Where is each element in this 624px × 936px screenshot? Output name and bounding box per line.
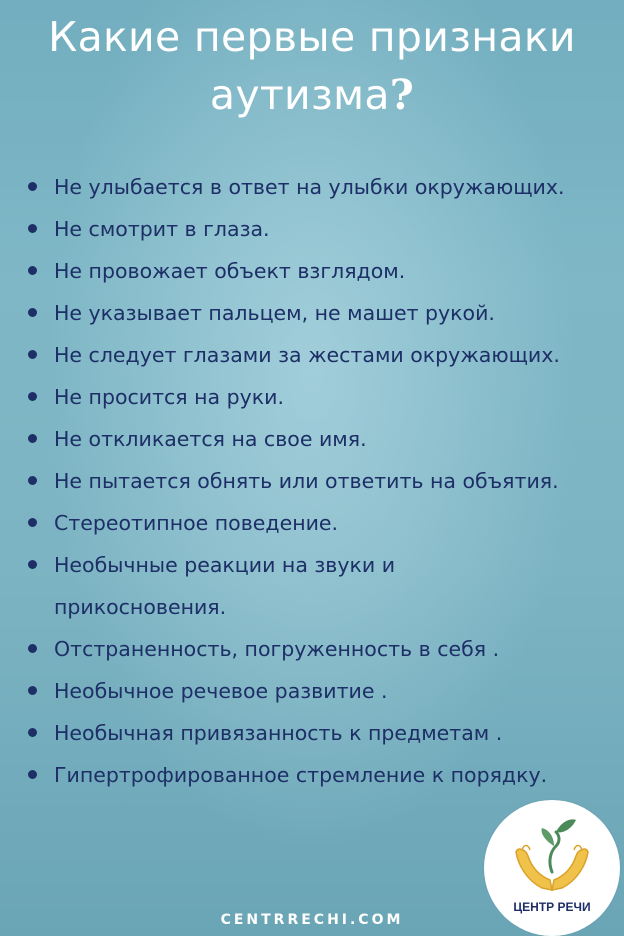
bullet-icon [28,686,37,695]
list-item [24,208,620,250]
bullet-icon [28,476,37,485]
list-item-text: Отстраненность, погруженность в себя . [54,637,500,661]
page-title [0,8,624,124]
list-item-text: Не провожает объект взглядом. [54,259,406,283]
logo-text: ЦЕНТР РЕЧИ [513,900,591,914]
list-item-text: Гипертрофированное стремление к порядку. [54,763,548,787]
bullet-icon [28,350,37,359]
list-item-text: Не указывает пальцем, не машет рукой. [54,301,495,325]
list-item [24,502,620,544]
bullet-icon [28,266,37,275]
bullet-icon [28,182,37,191]
list-item [24,334,620,376]
list-item [24,376,620,418]
list-item [24,166,620,208]
footer-website: CENTRRECHI.COM [220,912,404,928]
list-item-text: Необычные реакции на звуки и прикосновения. [54,553,396,619]
list-item-text: Не откликается на свое имя. [54,427,367,451]
bullet-icon [28,560,37,569]
list-item-text: Необычная привязанность к предметам . [54,721,503,745]
list-item [24,292,620,334]
list-item-text: Не пытается обнять или ответить на объятия. [54,469,559,493]
bullet-icon [28,518,37,527]
bullet-icon [28,392,37,401]
list-item-text: Не просится на руки. [54,385,285,409]
list-item [24,250,620,292]
list-item [24,754,620,796]
list-item [24,418,620,460]
hands-with-sprout-icon [508,806,596,902]
list-item-text: Необычное речевое развитие . [54,679,388,703]
list-item [24,544,474,628]
title-question-mark: ? [389,71,415,119]
list-item-text: Стереотипное поведение. [54,511,339,535]
bullet-icon [28,224,37,233]
bullet-icon [28,644,37,653]
bullet-icon [28,770,37,779]
bullet-icon [28,434,37,443]
signs-list [24,166,620,796]
list-item [24,460,620,502]
bullet-icon [28,728,37,737]
list-item-text: Не смотрит в глаза. [54,217,270,241]
list-item-text: Не следует глазами за жестами окружающих. [54,343,560,367]
title-line-1: Какие первые признаки [48,13,576,61]
list-item [24,628,620,670]
list-item [24,670,620,712]
title-line-2-text: аутизма [209,71,390,119]
list-item-text: Не улыбается в ответ на улыбки окружающих. [54,175,565,199]
list-item [24,712,620,754]
bullet-icon [28,308,37,317]
title-line-2 [0,66,624,124]
